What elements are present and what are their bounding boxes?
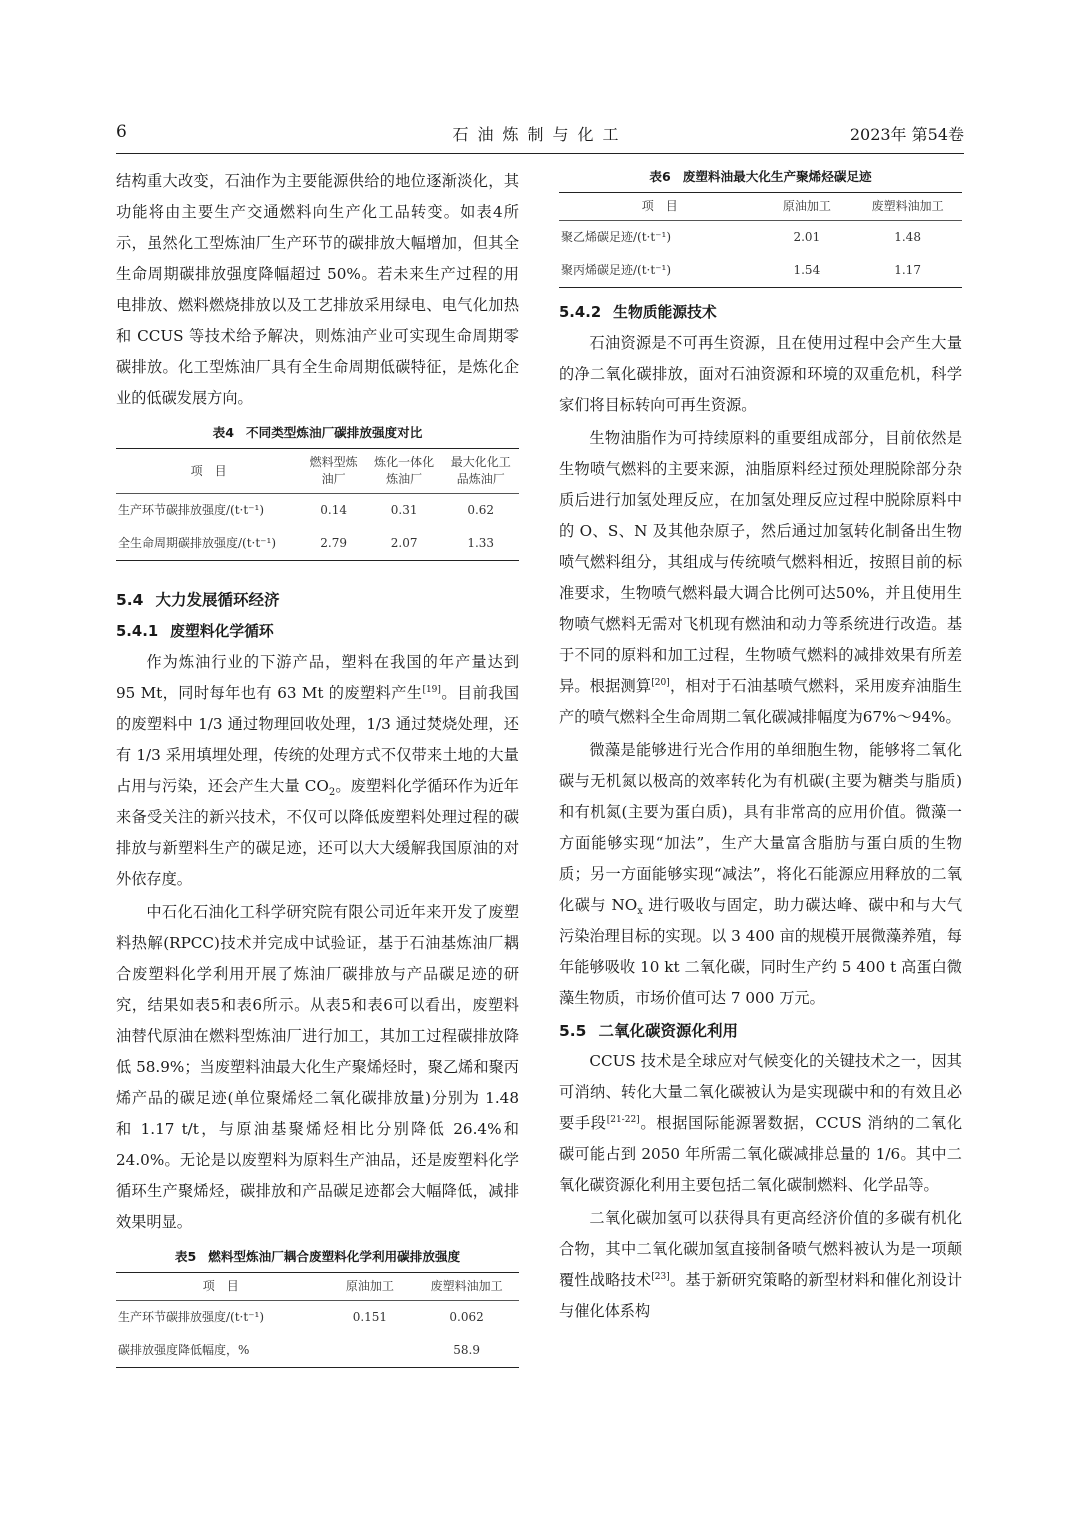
table-cell: 碳排放强度降低幅度，% bbox=[116, 1334, 326, 1368]
paragraph: 微藻是能够进行光合作用的单细胞生物，能够将二氧化碳与无机氮以极高的效率转化为有机碳(主要为糖类与脂质)和有机氮(主要为蛋白质)，具有非常高的应用价值。微藻一方面能够实现“加法”，生产大量富含脂肪与蛋白质的生物质；另一方面能够实现“减法”，将化石能源应用释放的二氧化碳与 $NO_x$ 进行吸收与固定，助力碳达峰、碳中和与大气污染治理目标的实现。以 3 400 亩的规模开展微藻养殖，每年能够吸收 10 kt 二氧化碳，同时生产约 5 400 t 高蛋白微藻生物质，市场价值可达 7 000 万元。 bbox=[559, 741, 963, 1007]
table-row bbox=[559, 221, 962, 255]
table-header-row bbox=[559, 193, 962, 221]
section-title: 大力发展循环经济 bbox=[155, 591, 280, 609]
paragraph: 生物油脂作为可持续原料的重要组成部分，目前依然是生物喷气燃料的主要来源，油脂原料经过预处理脱除部分杂质后进行加氢处理反应，在加氢处理反应过程中脱除原料中的 O、S、N 及其他杂原子，然后通过加氢转化制备出生物喷气燃料组分，其组成与传统喷气燃料相近，按照目前的标准要求，生物喷气燃料最大调合比例可达50%，并且使用生物喷气燃料无需对飞机现有燃油和动力等系统进行改造。基于不同的原料和加工过程，生物喷气燃料的减排效果有所差异。根据测算[20]，相对于石油基喷气燃料，采用废弃油脂生产的喷气燃料全生命周期二氧化碳减排幅度为67%～94%。 bbox=[559, 429, 963, 726]
table-cell: 1.48 bbox=[894, 230, 921, 244]
section-number: 5.4.1 bbox=[116, 623, 159, 640]
section-heading-5-5 bbox=[559, 1016, 962, 1046]
section-title: 生物质能源技术 bbox=[613, 304, 717, 321]
table-title: 不同类型炼油厂碳排放强度对比 bbox=[246, 425, 423, 440]
table-header-cell: 项 目 bbox=[116, 1273, 326, 1301]
table-cell: 全生命周期碳排放强度/(t·t⁻¹) bbox=[116, 527, 301, 561]
table-title: 燃料型炼油厂耦合废塑料化学利用碳排放强度 bbox=[208, 1249, 461, 1264]
table4 bbox=[116, 448, 519, 561]
issue-info: 2023年 第54卷 bbox=[849, 125, 964, 144]
table-header-cell: 废塑料油加工 bbox=[414, 1273, 519, 1301]
table-cell: 0.062 bbox=[449, 1310, 484, 1324]
section-number: 5.4.2 bbox=[559, 304, 602, 321]
table-header-row bbox=[116, 1273, 519, 1301]
section-number: 5.4 bbox=[116, 591, 144, 609]
section-heading-5-4-2 bbox=[559, 298, 962, 328]
paragraph: 结构重大改变，石油作为主要能源供给的地位逐渐淡化，其功能将由主要生产交通燃料向生产化工品转变。如表4所示，虽然化工型炼油厂生产环节的碳排放大幅增加，但其全生命周期碳排放强度降幅超过 50%。若未来生产过程的用电排放、燃料燃烧排放以及工艺排放采用绿电、电气化加热和 CCUS 等技术给予解决，则炼油产业可实现生命周期零碳排放。化工型炼油厂具有全生命周期低碳特征，是炼化企业的低碳发展方向。 bbox=[116, 172, 519, 407]
paragraph: 中石化石油化工科学研究院有限公司近年来开发了废塑料热解(RPCC)技术并完成中试验证，基于石油基炼油厂耦合废塑料化学利用开展了炼油厂碳排放与产品碳足迹的研究，结果如表5和表6所示。从表5和表6可以看出，废塑料油替代原油在燃料型炼油厂进行加工，其加工过程碳排放降低 58.9%；当废塑料油最大化生产聚烯烃时，聚乙烯和聚丙烯产品的碳足迹(单位聚烯烃二氧化碳排放量)分别为 1.48 和 1.17 t/t，与原油基聚烯烃相比分别降低 26.4%和 24.0%。无论是以废塑料为原料生产油品，还是废塑料化学循环生产聚烯烃，碳排放和产品碳足迹都会大幅降低，减排效果明显。 bbox=[116, 903, 519, 1231]
table-header-cell: 燃料型炼油厂 bbox=[301, 449, 365, 494]
page-number: 6 bbox=[116, 122, 127, 142]
paragraph: 作为炼油行业的下游产品，塑料在我国的年产量达到 95 Mt，同时每年也有 63 Mt 的废塑料产生[19]。目前我国的废塑料中 1/3 通过物理回收处理，1/3 通过焚烧处理，还有 1/3 采用填埋处理，传统的处理方式不仅带来土地的大量占用与污染，还会产生大量 $CO_2$。废塑料化学循环作为近年来备受关注的新兴技术，不仅可以降低废塑料处理过程的碳排放与新塑料生产的碳足迹，还可以大大缓解我国原油的对外依存度。 bbox=[116, 653, 520, 888]
section-heading-5-4 bbox=[116, 585, 519, 615]
paragraph: 二氧化碳加氢可以获得具有更高经济价值的多碳有机化合物，其中二氧化碳加氢直接制备喷气燃料被认为是一项颠覆性战略技术[23]。基于新研究策略的新型材料和催化剂设计与催化体系构 bbox=[559, 1209, 963, 1320]
table-label: 表4 bbox=[212, 425, 235, 440]
table-cell: 2.79 bbox=[301, 527, 365, 561]
journal-title: 石油炼制与化工 bbox=[452, 125, 628, 144]
table-cell: 1.54 bbox=[761, 254, 854, 288]
table-cell: 0.14 bbox=[320, 503, 347, 517]
table5 bbox=[116, 1272, 519, 1368]
table-row bbox=[559, 254, 962, 288]
citation: [20] bbox=[651, 678, 670, 688]
table-header-cell: 原油加工 bbox=[761, 193, 854, 221]
table5-caption bbox=[116, 1246, 519, 1268]
table-cell: 58.9 bbox=[414, 1334, 519, 1368]
table-cell bbox=[326, 1334, 415, 1368]
citation: [21-22] bbox=[606, 1115, 640, 1125]
table6 bbox=[559, 192, 962, 288]
table-header-row bbox=[116, 449, 519, 494]
table-row bbox=[116, 527, 519, 561]
section-title: 二氧化碳资源化利用 bbox=[598, 1022, 738, 1040]
table-header-cell: 最大化化工品炼油厂 bbox=[442, 449, 519, 494]
left-column bbox=[116, 166, 519, 1368]
table-row bbox=[116, 1301, 519, 1335]
section-title: 废塑料化学循环 bbox=[170, 623, 274, 640]
citation: [23] bbox=[651, 1272, 670, 1282]
table-cell: 生产环节碳排放强度/(t·t⁻¹) bbox=[118, 503, 265, 517]
section-number: 5.5 bbox=[559, 1022, 587, 1040]
paragraph: CCUS 技术是全球应对气候变化的关键技术之一，因其可消纳、转化大量二氧化碳被认为是实现碳中和的有效且必要手段[21-22]。根据国际能源署数据，CCUS 消纳的二氧化碳可能占到 2050 年所需二氧化碳减排总量的 1/6。其中二氧化碳资源化利用主要包括二氧化碳制燃料、化学品等。 bbox=[559, 1052, 963, 1194]
table-row bbox=[116, 494, 519, 528]
table-cell: 0.151 bbox=[352, 1310, 388, 1324]
running-header bbox=[116, 122, 964, 148]
section-heading-5-4-1 bbox=[116, 617, 519, 647]
table-row bbox=[116, 1334, 519, 1368]
citation: [19] bbox=[422, 685, 441, 695]
table-header-cell: 炼化一体化炼油厂 bbox=[366, 449, 443, 494]
table-cell: 1.17 bbox=[853, 254, 962, 288]
table4-caption bbox=[116, 422, 519, 444]
table-cell: 2.01 bbox=[793, 230, 821, 244]
table-header-cell: 项 目 bbox=[116, 449, 301, 494]
table-cell: 聚乙烯碳足迹/(t·t⁻¹) bbox=[561, 230, 672, 244]
table-title: 废塑料油最大化生产聚烯烃碳足迹 bbox=[682, 169, 872, 184]
table-cell: 2.07 bbox=[366, 527, 443, 561]
right-column bbox=[559, 166, 962, 1327]
table-cell: 0.31 bbox=[390, 503, 418, 517]
table-header-cell: 项 目 bbox=[559, 193, 761, 221]
table-cell: 0.62 bbox=[467, 503, 495, 517]
header-rule bbox=[116, 153, 964, 154]
table6-caption bbox=[559, 166, 962, 188]
table-label: 表6 bbox=[649, 169, 671, 184]
table-cell: 聚丙烯碳足迹/(t·t⁻¹) bbox=[559, 254, 761, 288]
table-header-cell: 原油加工 bbox=[326, 1273, 415, 1301]
table-cell: 生产环节碳排放强度/(t·t⁻¹) bbox=[118, 1310, 265, 1324]
table-header-cell: 废塑料油加工 bbox=[853, 193, 962, 221]
table-label: 表5 bbox=[174, 1249, 197, 1264]
paragraph: 石油资源是不可再生资源，且在使用过程中会产生大量的净二氧化碳排放，面对石油资源和环境的双重危机，科学家们将目标转向可再生资源。 bbox=[559, 334, 962, 414]
table-cell: 1.33 bbox=[442, 527, 519, 561]
